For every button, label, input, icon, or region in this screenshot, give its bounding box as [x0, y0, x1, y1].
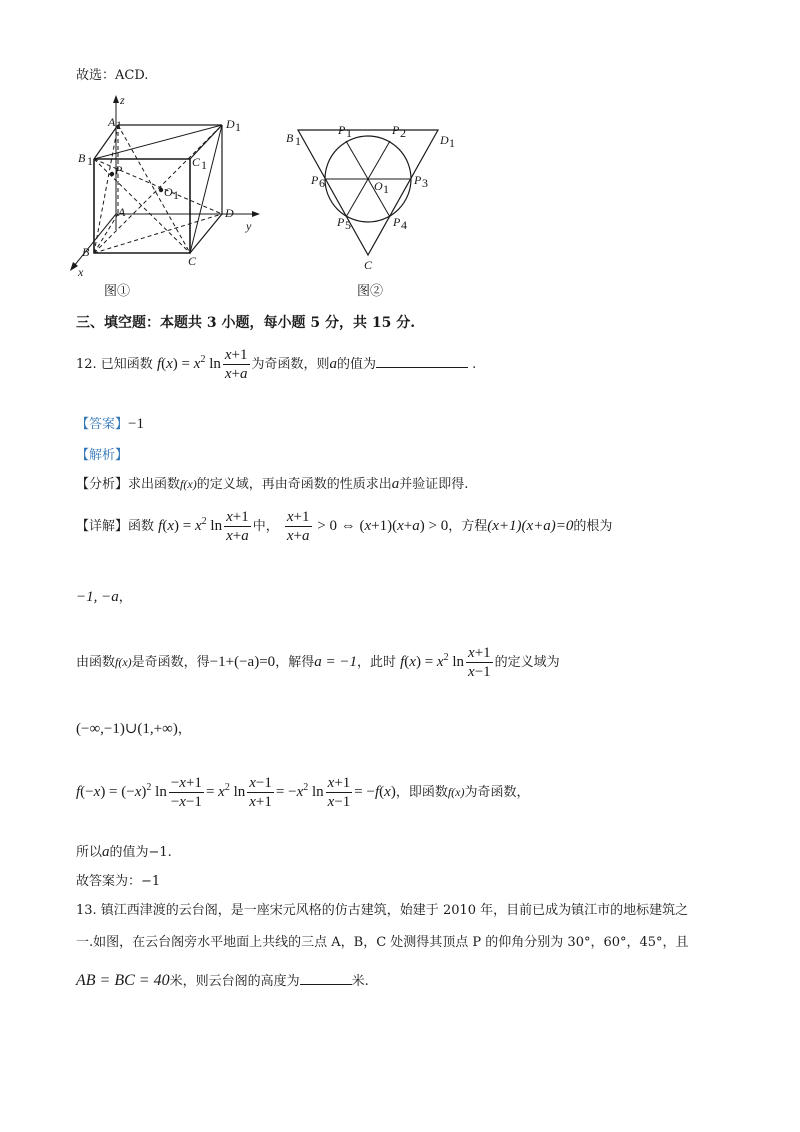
label-y: y	[246, 219, 252, 233]
svg-text:1: 1	[346, 126, 352, 140]
svg-text:2: 2	[400, 126, 406, 140]
label-p3: P	[414, 173, 422, 187]
svg-text:1: 1	[201, 158, 207, 172]
label-p5: P	[337, 215, 345, 229]
svg-text:1: 1	[116, 118, 122, 132]
label-a: A	[118, 205, 126, 219]
svg-text:1: 1	[87, 154, 93, 168]
answer-blank	[376, 367, 468, 368]
odd-line: 由函数f(x)是奇函数，得−1+(−a)=0，解得a = −1，此时 $f(x) = x^2$ ln $\frac{x+1}{x-1}$ 的定义域为	[76, 645, 560, 680]
label-a1: A	[108, 115, 116, 129]
answer-line: 【答案】−1	[76, 416, 144, 432]
svg-text:6: 6	[319, 176, 325, 190]
final-answer: 故答案为：−1	[76, 874, 161, 889]
label-p2: P	[392, 123, 400, 137]
label-p1: P	[338, 123, 346, 137]
so-line: 所以a的值为−1.	[76, 844, 172, 860]
circle-triangle-figure	[282, 118, 462, 278]
label-d1: D	[440, 133, 449, 147]
label-p6: P	[311, 173, 319, 187]
domain-line: (−∞,−1)∪(1,+∞)，	[76, 721, 191, 737]
label-o1: O	[164, 185, 173, 199]
prev-answer: 故选：ACD.	[76, 68, 149, 83]
label-x: x	[78, 265, 84, 279]
question-12: 12. 已知函数 $f(x) = x^2$ ln $\frac{x+1}{x+a}$ 为奇函数，则a的值为 .	[76, 347, 477, 382]
label-z: z	[120, 93, 125, 107]
detail-line: 【详解】函数 $f(x) = x^2$ ln $\frac{x+1}{x+a}$ 中， $\frac{x+1}{x+a}$ > 0 ⇔ (x+1)(x+a) > 0，方程(x+1)(x+a)=0的根为	[76, 509, 613, 544]
svg-text:4: 4	[401, 218, 407, 232]
svg-text:1: 1	[295, 134, 301, 148]
svg-text:5: 5	[345, 218, 351, 232]
roots-line: −1, −a，	[76, 589, 132, 605]
svg-text:1: 1	[173, 188, 179, 202]
label-b: B	[82, 245, 90, 259]
label-d1: D	[226, 117, 235, 131]
label-c: C	[188, 254, 197, 268]
label-c: C	[364, 258, 373, 272]
figure1-caption: 图①	[104, 284, 131, 299]
label-c1: C	[192, 155, 201, 169]
label-d: D	[225, 206, 234, 220]
verify-line: $f(-x) = (-x)^2$ ln $\frac{-x+1}{-x-1}$ = $x^2$ ln $\frac{x-1}{x+1}$ = $-x^2$ ln $\frac{x+1}{x-1}$ = −f(x)，即函数f(x)为奇函数，	[76, 775, 530, 810]
svg-text:3: 3	[422, 176, 428, 190]
svg-text:1: 1	[383, 182, 389, 196]
label-p: P	[115, 163, 123, 177]
section-title: 三、填空题：本题共 3 小题，每小题 5 分，共 15 分.	[76, 315, 416, 331]
fenxi-line: 【分析】求出函数f(x)的定义域，再由奇函数的性质求出a并验证即得.	[76, 476, 469, 492]
label-b1: B	[78, 151, 86, 165]
q13-line2: 一.如图，在云台阁旁水平地面上共线的三点 A，B，C 处测得其顶点 P 的仰角分别为 30°，60°，45°，且	[76, 935, 689, 950]
label-p4: P	[393, 215, 401, 229]
q13-line3: AB = BC = 40米，则云台阁的高度为 米.	[76, 972, 369, 989]
cube-figure	[60, 90, 280, 300]
answer-blank-13	[300, 984, 352, 985]
label-o1: O	[374, 179, 383, 193]
analysis-tag: 【解析】	[76, 448, 129, 463]
figure2-caption: 图②	[357, 284, 384, 299]
svg-text:1: 1	[235, 120, 241, 134]
q13-line1: 13. 镇江西津渡的云台阁，是一座宋元风格的仿古建筑，始建于 2010 年，目前已成为镇江市的地标建筑之	[76, 903, 689, 918]
label-b1: B	[286, 131, 294, 145]
svg-text:1: 1	[449, 136, 455, 150]
